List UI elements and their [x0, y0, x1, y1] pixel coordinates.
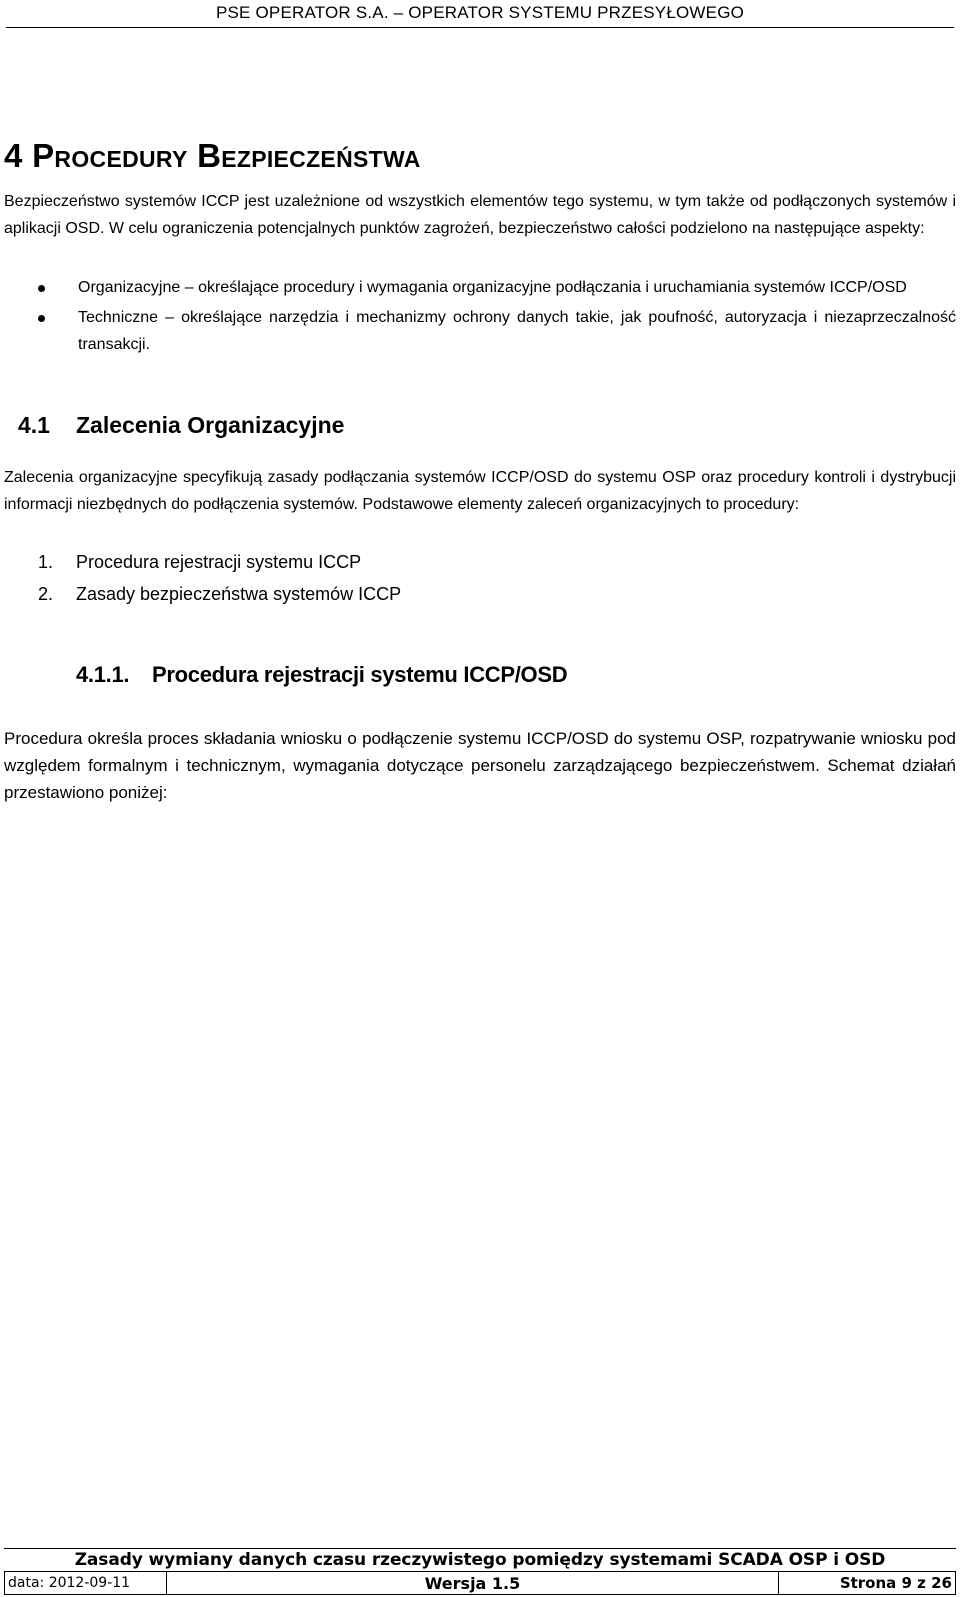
procedures-list	[38, 546, 401, 610]
subsection-number: 4.1	[18, 412, 50, 438]
footer-version: Wersja 1.5	[167, 1572, 779, 1595]
item-label: Procedura rejestracji systemu ICCP	[76, 552, 362, 572]
footer-table	[4, 1571, 956, 1595]
item-label: Zasady bezpieczeństwa systemów ICCP	[76, 584, 402, 604]
section-intro: Bezpieczeństwo systemów ICCP jest uzależnione od wszystkich elementów tego systemu, w tym także od podłączonych systemów i aplikacji OSD. W celu ograniczenia potencjalnych punktów zagrożeń, bezpieczeństwo całości podzielono na następujące aspekty:	[4, 193, 956, 237]
subsubsection-number: 4.1.1.	[76, 662, 130, 687]
bullet-text: Techniczne – określające narzędzia i mechanizmy ochrony danych takie, jak poufność, autoryzacja i niezaprzeczalność transakcji.	[78, 309, 956, 353]
header-divider	[6, 27, 954, 28]
header-company: PSE OPERATOR S.A. – OPERATOR SYSTEMU PRZESYŁOWEGO	[215, 3, 745, 22]
footer-page: Strona 9 z 26	[779, 1572, 956, 1595]
subsection-title: Zalecenia Organizacyjne	[76, 412, 345, 438]
subsection-text: Zalecenia organizacyjne specyfikują zasady podłączania systemów ICCP/OSD do systemu OSP oraz procedury kontroli i dystrybucji informacji niezbędnych do podłączenia systemów. Podstawowe elementy zaleceń organizacyjnych to procedury:	[4, 469, 956, 513]
bullet-icon	[38, 315, 45, 322]
page-footer	[4, 1548, 956, 1595]
page-header	[0, 0, 960, 26]
subsubsection-heading	[76, 660, 567, 690]
subsubsection-text: Procedura określa proces składania wniosku o podłączenie systemu ICCP/OSD do systemu OSP, rozpatrywanie wniosku pod względem formalnym i technicznym, wymagania dotyczące personelu zarządzającego bezpieczeństwem. Schemat działań przestawiono poniżej:	[4, 729, 956, 802]
item-number: 2.	[38, 584, 54, 604]
footer-title: Zasady wymiany danych czasu rzeczywistego pomiędzy systemami SCADA OSP i OSD	[74, 1550, 886, 1570]
subsection-heading	[18, 410, 344, 440]
section-number: 4	[4, 137, 23, 174]
item-number: 1.	[38, 552, 54, 572]
list-item	[38, 578, 401, 610]
list-item	[0, 304, 960, 358]
bullet-text: Organizacyjne – określające procedury i wymagania organizacyjne podłączania i uruchamiania systemów ICCP/OSD	[78, 279, 907, 296]
section-title: Procedury Bezpieczeństwa	[32, 137, 421, 174]
aspects-list	[0, 274, 960, 361]
footer-date: data: 2012-09-11	[5, 1572, 167, 1595]
list-item	[38, 546, 401, 578]
subsubsection-title: Procedura rejestracji systemu ICCP/OSD	[152, 662, 568, 687]
bullet-icon	[38, 285, 45, 292]
list-item	[0, 274, 960, 301]
section-heading	[4, 136, 421, 176]
